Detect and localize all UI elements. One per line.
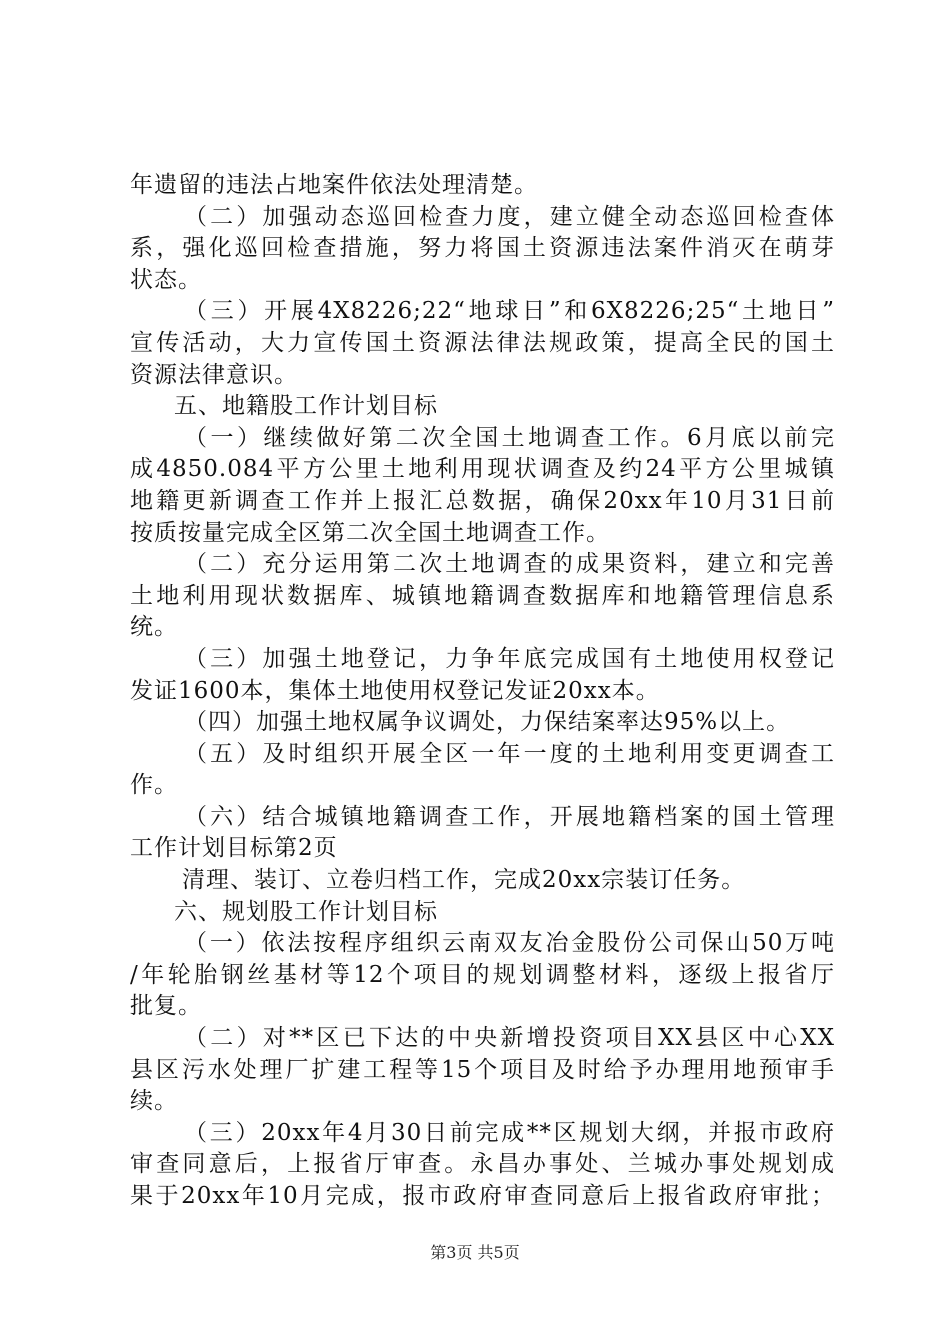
text-line: 续。 [130, 1088, 178, 1115]
text-line: （四）加强土地权属争议调处，力保结案率达95%以上。 [184, 709, 791, 736]
text-line: 清理、装订、立卷归档工作，完成20xx宗装订任务。 [182, 867, 746, 894]
text-line: 土地利用现状数据库、城镇地籍调查数据库和地籍管理信息系 [130, 582, 835, 609]
text-line: （三）加强土地登记，力争年底完成国有土地使用权登记 [184, 645, 835, 672]
text-line: 统。 [130, 614, 178, 641]
text-line: 宣传活动，大力宣传国土资源法律法规政策，提高全民的国土 [130, 329, 835, 356]
text-line: 工作计划目标第2页 [130, 835, 338, 862]
text-line: 五、地籍股工作计划目标 [174, 393, 438, 420]
text-line: 六、规划股工作计划目标 [174, 898, 438, 925]
text-line: （一）继续做好第二次全国土地调查工作。6月底以前完 [184, 424, 835, 451]
text-line: 成4850.084平方公里土地利用现状调查及约24平方公里城镇 [130, 456, 835, 483]
text-line: 年遗留的违法占地案件依法处理清楚。 [130, 172, 538, 198]
text-line: 地籍更新调查工作并上报汇总数据，确保20xx年10月31日前 [130, 487, 835, 514]
text-line: 果于20xx年10月完成，报市政府审查同意后上报省政府审批； [130, 1183, 835, 1209]
text-line: 发证1600本，集体土地使用权登记发证20xx本。 [130, 677, 660, 704]
text-line: （二）加强动态巡回检查力度，建立健全动态巡回检查体 [184, 203, 835, 230]
text-line: /年轮胎钢丝基材等12个项目的规划调整材料，逐级上报省厅 [130, 961, 835, 988]
page-footer: 第3页 共5页 [430, 1243, 520, 1262]
text-line: （一）依法按程序组织云南双友冶金股份公司保山50万吨 [184, 930, 835, 957]
text-line: 县区污水处理厂扩建工程等15个项目及时给予办理用地预审手 [130, 1056, 835, 1083]
document-body [130, 170, 835, 1213]
text-line: （六）结合城镇地籍调查工作，开展地籍档案的国土管理 [184, 803, 835, 830]
text-line: （三）开展4X8226;22“地球日”和6X8226;25“土地日” [184, 298, 835, 325]
text-line: 批复。 [130, 993, 202, 1020]
text-line: 状态。 [130, 266, 202, 293]
text-line: 作。 [130, 772, 178, 799]
text-line: （二）充分运用第二次土地调查的成果资料，建立和完善 [184, 551, 835, 578]
text-line: 资源法律意识。 [130, 361, 298, 388]
text-line: （五）及时组织开展全区一年一度的土地利用变更调查工 [184, 740, 835, 767]
text-line: 审查同意后，上报省厅审查。永昌办事处、兰城办事处规划成 [130, 1151, 835, 1178]
text-line: 按质按量完成全区第二次全国土地调查工作。 [130, 519, 610, 546]
text-line: （三）20xx年4月30日前完成**区规划大纲，并报市政府 [184, 1119, 835, 1146]
text-line: 系，强化巡回检查措施，努力将国土资源违法案件消灭在萌芽 [130, 235, 835, 262]
text-line: （二）对**区已下达的中央新增投资项目XX县区中心XX [184, 1025, 835, 1052]
